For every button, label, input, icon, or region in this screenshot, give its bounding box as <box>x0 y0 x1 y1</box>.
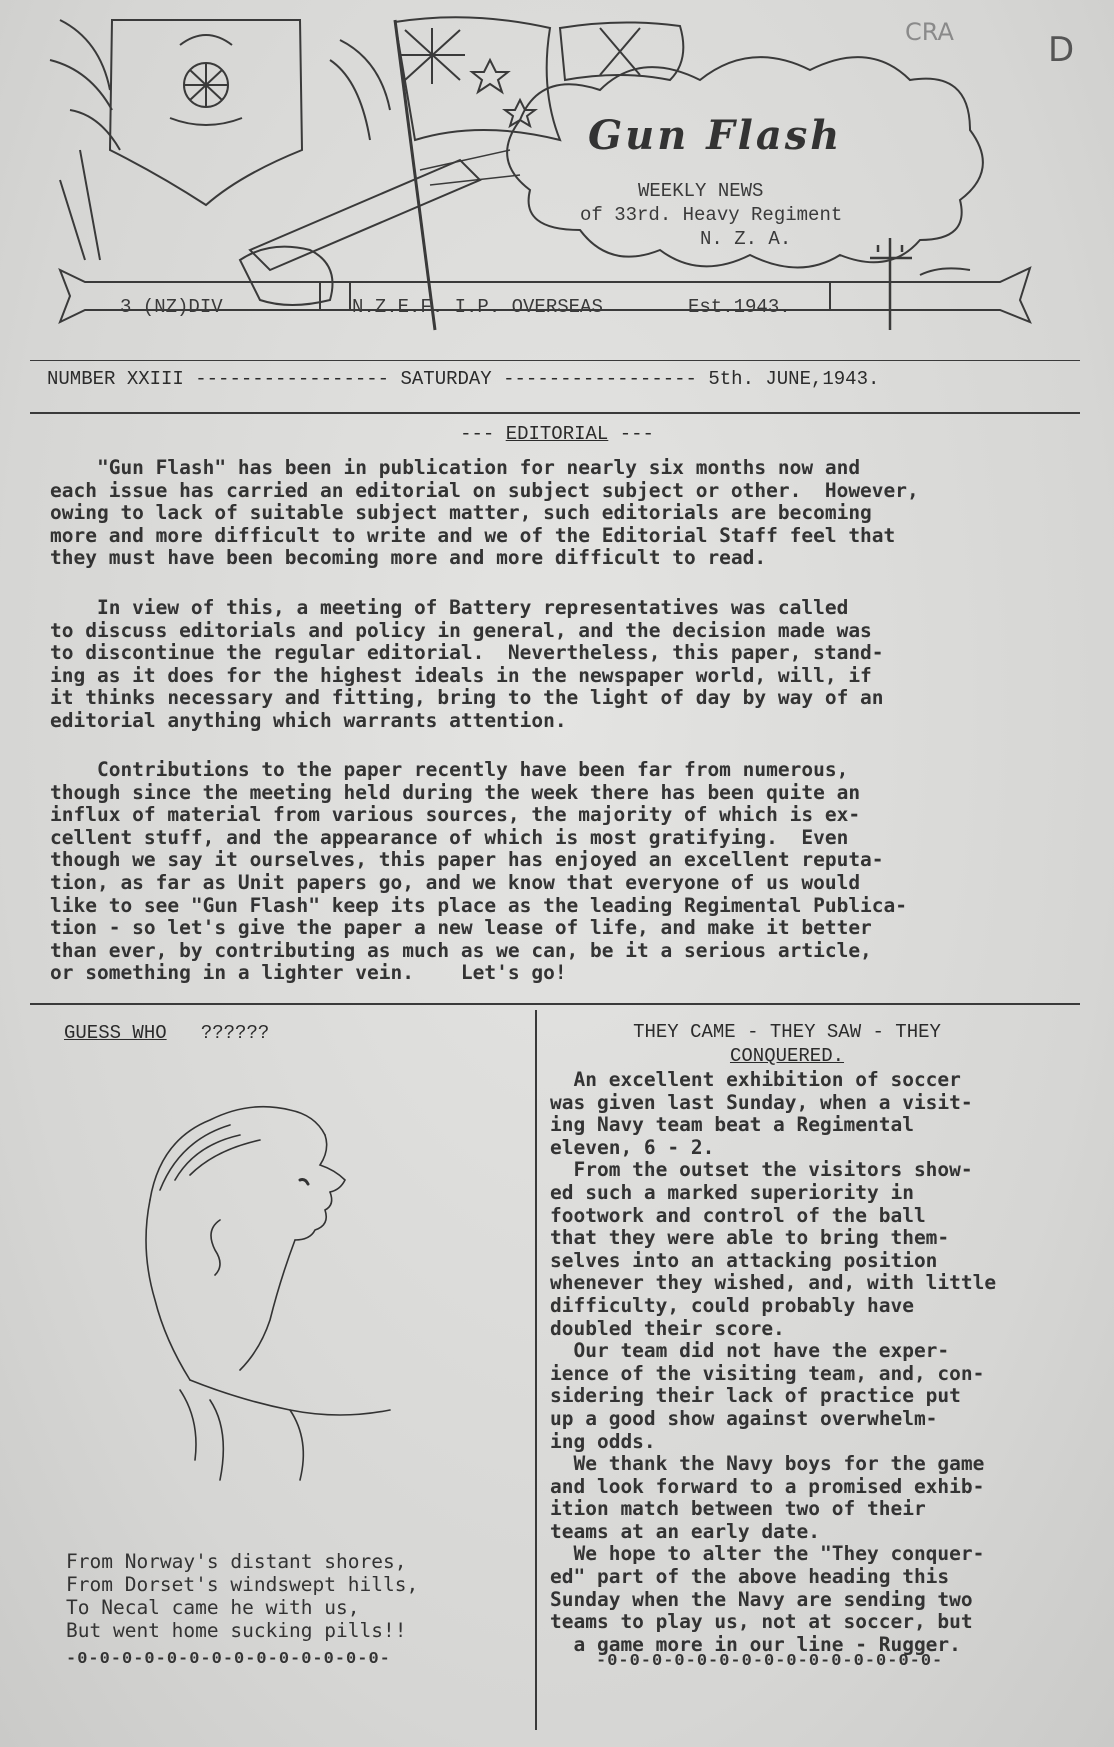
portrait-sketch <box>120 1080 420 1500</box>
column-divider <box>535 1010 537 1730</box>
guess-who-title: GUESS WHO <box>64 1022 167 1044</box>
guess-who-poem: From Norway's distant shores, From Dorset's windswept hills, To Necal came he with us, But went home sucking pills!! <box>66 1550 419 1642</box>
masthead <box>40 0 1080 340</box>
masthead-weekly: WEEKLY NEWS <box>638 180 764 202</box>
editorial-heading-text: EDITORIAL <box>505 423 609 445</box>
issue-dashes-right: ----------------- <box>503 368 697 390</box>
editorial-paragraph-2: In view of this, a meeting of Battery representatives was called to discuss editorials and policy in general, and the decision made was to discontinue the regular editorial. Nevertheless, this paper, stand- ing as it does for the highest ideals in the newspaper world, will, if it thinks necessary and fitting, bring to the light of day by way of an editorial anything which warrants attention. <box>50 596 884 732</box>
top-rule <box>30 360 1080 361</box>
masthead-title: Gun Flash <box>588 112 843 159</box>
issue-date: 5th. JUNE,1943. <box>708 368 880 390</box>
editorial-paragraph-1: "Gun Flash" has been in publication for nearly six months now and each issue has carried an editorial on subject subject or other. However, owing to lack of suitable subject matter, such editorials are becoming more and more difficult to write and we of the Editorial Staff feel that they must have been becoming more and more difficult to read. <box>50 456 919 570</box>
banner-nzef: N.Z.E.F. I.P. OVERSEAS <box>352 296 603 318</box>
editorial-paragraph-3: Contributions to the paper recently have been far from numerous, though since the meeting held during the week there has been quite an influx of material from various sources, the majority of which is ex- cellent stuff, and the appearance of which is most gratifying. Even though we say it ourselves, this paper has enjoyed an excellent reputa- tion, as far as Unit papers go, and we know that everyone of us would like to see "Gun Flash" keep its place as the leading Regimental Publica- tion - so let's give the paper a new lease of life, and make it better than ever, by contributing as much as we can, be it a serious article, or something in a lighter vein. Let's go! <box>50 758 908 985</box>
left-separator: -0-0-0-0-0-0-0-0-0-0-0-0-0-0- <box>66 1650 391 1669</box>
right-separator: -0-0-0-0-0-0-0-0-0-0-0-0-0-0-0- <box>596 1652 944 1671</box>
masthead-regiment: of 33rd. Heavy Regiment <box>580 204 843 226</box>
issue-number: NUMBER XXIII <box>47 368 184 390</box>
issue-line <box>47 368 1047 390</box>
banner-established: Est.1943. <box>688 296 791 318</box>
issue-day: SATURDAY <box>400 368 492 390</box>
issue-rule <box>30 412 1080 414</box>
corner-initial: D <box>1048 30 1075 70</box>
editorial-heading-suffix: --- <box>608 423 654 445</box>
editorial-heading-prefix: --- <box>460 423 506 445</box>
issue-dashes-left: ----------------- <box>195 368 390 390</box>
soccer-heading <box>552 1020 1022 1068</box>
guess-who-marks: ?????? <box>200 1022 270 1044</box>
guess-who-heading <box>64 1022 269 1044</box>
soccer-heading-line-2: CONQUERED. <box>729 1045 845 1067</box>
editorial-heading <box>0 423 1114 445</box>
soccer-heading-line-1: THEY CAME - THEY SAW - THEY <box>633 1021 941 1043</box>
corner-marks: CRA <box>905 18 954 46</box>
banner-division: 3 (NZ)DIV <box>120 296 223 318</box>
soccer-article-body: An excellent exhibition of soccer was given last Sunday, when a visit- ing Navy team beat a Regimental eleven, 6 - 2. From the outset the visitors show- ed such a marked superiority in footwork and control of the ball that they were able to bring them- selves into an attacking position whenever they wished, and, with little difficulty, could probably have doubled their score. Our team did not have the exper- ience of the visiting team, and, con- sidering their lack of practice put up a good show against overwhelm- ing odds. We thank the Navy boys for the game and look forward to a promised exhib- ition match between two of their teams at an early date. We hope to alter the "They conquer- ed" part of the above heading this Sunday when the Navy are sending two teams to play us, not at soccer, but a game more in our line - Rugger. <box>550 1068 997 1656</box>
section-rule <box>30 1003 1080 1005</box>
masthead-illustration <box>40 0 1080 340</box>
masthead-nz: N. Z. A. <box>700 228 792 250</box>
